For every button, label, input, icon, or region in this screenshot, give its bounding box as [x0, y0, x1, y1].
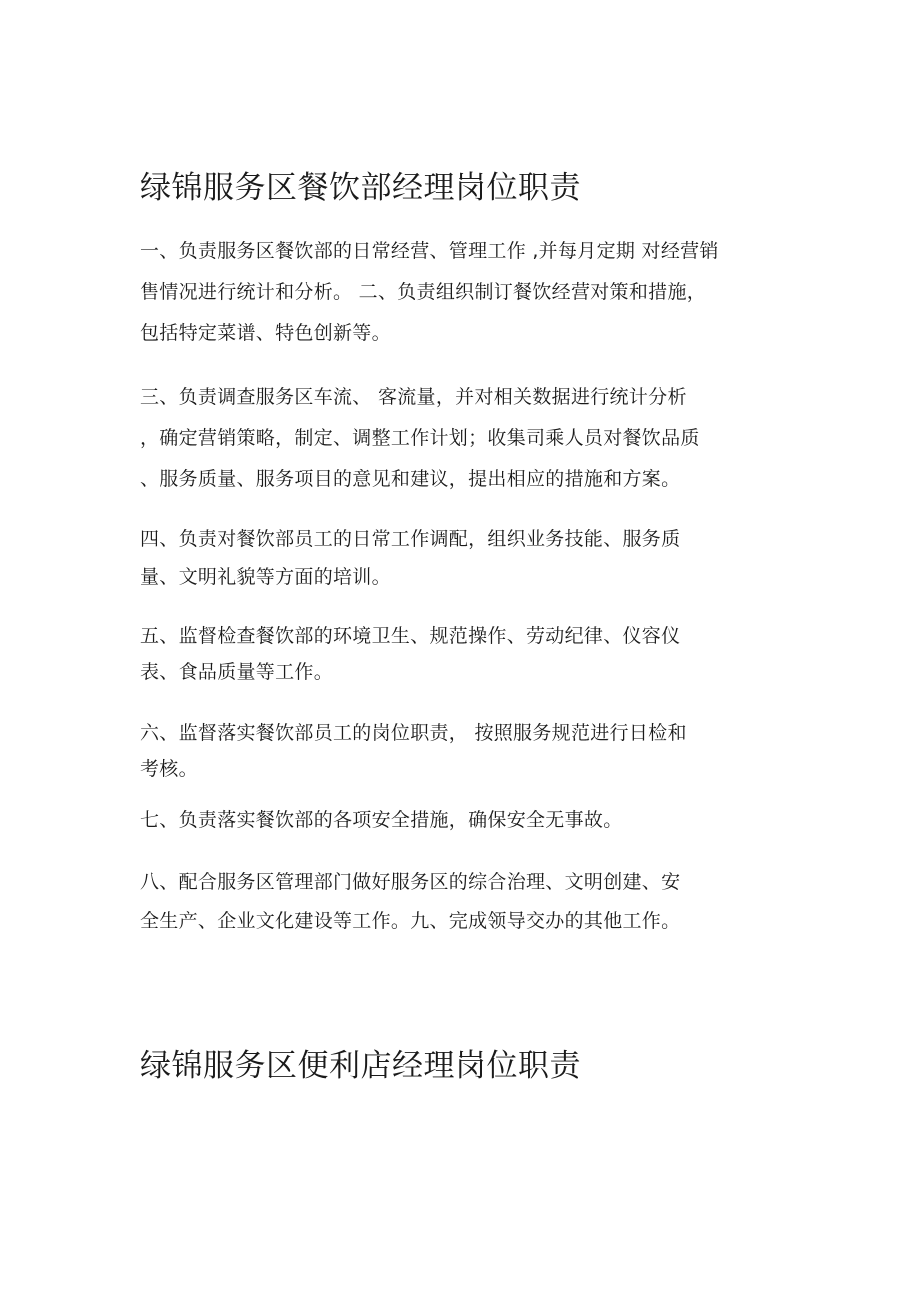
- duty-line: 四、负责对餐饮部员工的日常工作调配，组织业务技能、服务质: [140, 528, 681, 550]
- duty-line: 量、文明礼貌等方面的培训。: [140, 566, 391, 588]
- duty-line: 八、配合服务区管理部门做好服务区的综合治理、文明创建、安: [140, 871, 681, 893]
- duty-line: 包括特定菜谱、特色创新等。: [140, 322, 391, 344]
- section-title-catering: 绿锦服务区餐饮部经理岗位职责: [140, 170, 581, 206]
- duty-line: 、服务质量、服务项目的意见和建议，提出相应的措施和方案。: [140, 468, 681, 490]
- section-title-convenience-store: 绿锦服务区便利店经理岗位职责: [140, 1048, 581, 1084]
- duty-line: 六、监督落实餐饮部员工的岗位职责， 按照服务规范进行日检和: [140, 722, 687, 744]
- duty-line: 表、食品质量等工作。: [140, 661, 334, 683]
- duty-line: 一、负责服务区餐饮部的日常经营、管理工作 ,并每月定期 对经营销: [140, 240, 719, 262]
- duty-line: 三、负责调查服务区车流、 客流量，并对相关数据进行统计分析: [140, 386, 687, 408]
- duty-line: 考核。: [140, 758, 198, 780]
- duty-line: 售情况进行统计和分析。 二、负责组织制订餐饮经营对策和措施，: [140, 281, 707, 303]
- duty-line: 全生产、企业文化建设等工作。九、完成领导交办的其他工作。: [140, 910, 681, 932]
- duty-line: ，确定营销策略，制定、调整工作计划；收集司乘人员对餐饮品质: [140, 427, 700, 449]
- duty-line: 七、负责落实餐饮部的各项安全措施，确保安全无事故。: [140, 809, 623, 831]
- duty-line: 五、监督检查餐饮部的环境卫生、规范操作、劳动纪律、仪容仪: [140, 625, 681, 647]
